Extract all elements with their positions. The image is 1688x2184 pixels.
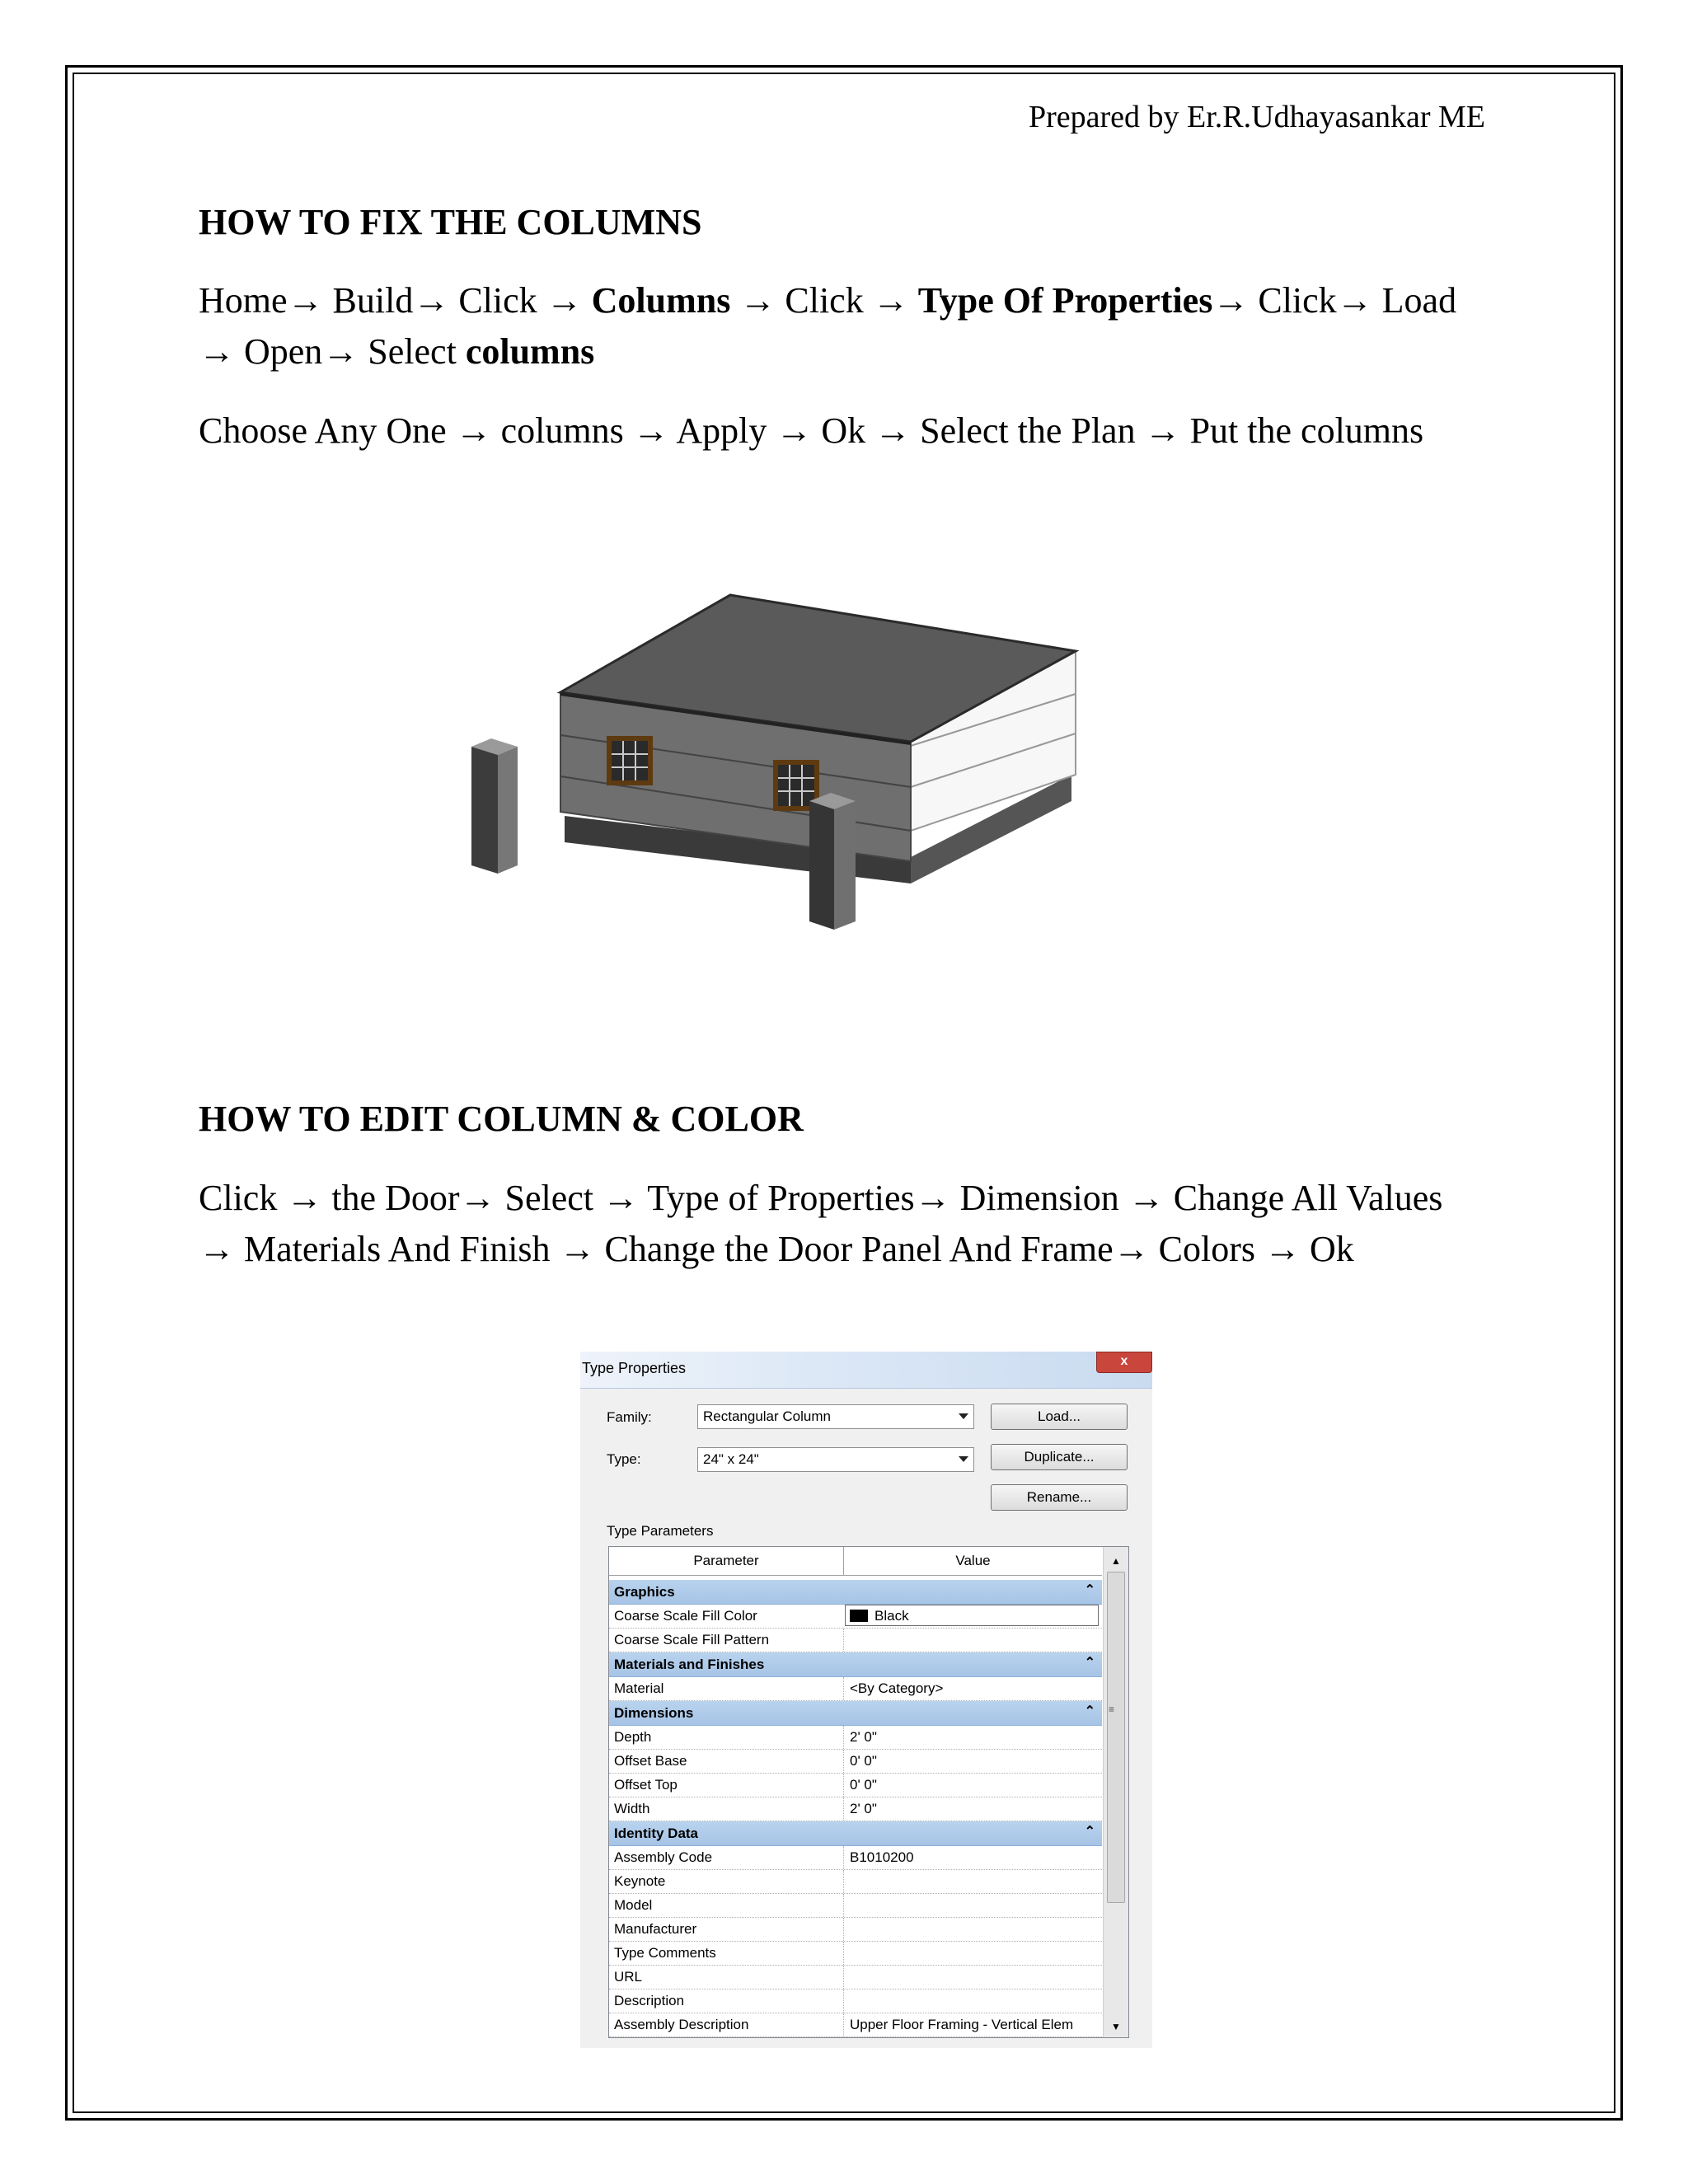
table-row[interactable]: [609, 1750, 1102, 1774]
instruction-bold-term: Type Of Properties: [917, 280, 1213, 321]
parameter-name: Description: [614, 1993, 685, 2008]
parameter-name: Depth: [614, 1729, 652, 1745]
cell-divider: [843, 1894, 844, 1917]
collapse-icon[interactable]: ⌃: [1084, 1656, 1095, 1670]
cell-divider: [843, 1870, 844, 1893]
cell-divider: [843, 1846, 844, 1869]
parameter-value[interactable]: Upper Floor Framing - Vertical Elem: [850, 2017, 1074, 2032]
table-row[interactable]: [609, 1605, 1102, 1629]
table-row[interactable]: [609, 1894, 1102, 1918]
instruction-text: → Click→ Load → Open→ Select: [199, 280, 1457, 372]
group-label: Identity Data: [614, 1825, 699, 1841]
group-label: Graphics: [614, 1584, 675, 1600]
scroll-up-icon[interactable]: ▲: [1111, 1555, 1121, 1567]
parameter-name: Coarse Scale Fill Color: [614, 1608, 757, 1624]
table-row[interactable]: [609, 1629, 1102, 1652]
rename-button[interactable]: Rename...: [991, 1484, 1128, 1511]
instruction-bold-term: Columns: [591, 280, 731, 321]
parameter-value[interactable]: 0' 0": [850, 1777, 877, 1793]
table-row[interactable]: [609, 1774, 1102, 1797]
parameter-name: Material: [614, 1680, 664, 1696]
group-label: Dimensions: [614, 1705, 694, 1721]
parameter-name: Keynote: [614, 1873, 666, 1889]
chevron-down-icon: [959, 1413, 968, 1419]
parameter-name: Model: [614, 1897, 653, 1913]
parameter-name: Width: [614, 1801, 650, 1816]
parameters-grid: [608, 1546, 1129, 2038]
section-heading-fix-columns: HOW TO FIX THE COLUMNS: [199, 202, 702, 242]
type-select-value: 24" x 24": [703, 1451, 759, 1467]
group-graphics[interactable]: [609, 1580, 1102, 1605]
cell-divider: [843, 1918, 844, 1941]
table-row[interactable]: [609, 2013, 1102, 2037]
type-label: Type:: [607, 1451, 641, 1467]
cell-divider: [843, 1750, 844, 1773]
scrollbar-thumb[interactable]: [1107, 1572, 1125, 1903]
cell-divider: [843, 1966, 844, 1989]
table-row[interactable]: [609, 1846, 1102, 1870]
instruction-fix-columns: [199, 275, 1484, 377]
type-select[interactable]: [697, 1447, 974, 1472]
cell-divider: [843, 1677, 844, 1700]
table-row[interactable]: [609, 1942, 1102, 1966]
chevron-down-icon: [959, 1456, 968, 1462]
parameter-value: Black: [874, 1608, 909, 1624]
collapse-icon[interactable]: ⌃: [1084, 1704, 1095, 1718]
parameter-name: URL: [614, 1969, 643, 1985]
section-heading-edit-column: HOW TO EDIT COLUMN & COLOR: [199, 1099, 804, 1139]
load-button[interactable]: Load...: [991, 1404, 1128, 1430]
table-row[interactable]: [609, 1797, 1102, 1821]
parameter-name: Offset Top: [614, 1777, 678, 1793]
parameter-name: Type Comments: [614, 1945, 716, 1961]
column-header-parameter[interactable]: Parameter: [609, 1547, 844, 1575]
close-button[interactable]: x: [1096, 1352, 1152, 1373]
parameter-name: Assembly Code: [614, 1849, 713, 1865]
instruction-edit-column: Click → the Door→ Select → Type of Properties→ Dimension → Change All Values → Materials And Finish → Change the Door Panel And Frame→ Colors → Ok: [199, 1178, 1443, 1269]
group-materials-and-finishes[interactable]: [609, 1652, 1102, 1677]
color-swatch: [850, 1610, 868, 1622]
cell-divider: [843, 1629, 844, 1652]
cell-divider: [843, 1797, 844, 1821]
author-credit: Prepared by Er.R.Udhayasankar ME: [1028, 100, 1485, 134]
duplicate-button[interactable]: Duplicate...: [991, 1444, 1128, 1470]
type-parameters-label: Type Parameters: [607, 1523, 714, 1539]
parameter-value[interactable]: 2' 0": [850, 1729, 877, 1745]
group-dimensions[interactable]: [609, 1701, 1102, 1726]
family-select-value: Rectangular Column: [703, 1408, 831, 1424]
table-row[interactable]: [609, 1918, 1102, 1942]
table-row[interactable]: [609, 1726, 1102, 1750]
scroll-down-icon[interactable]: ▼: [1111, 2021, 1121, 2032]
family-label: Family:: [607, 1409, 652, 1425]
family-select[interactable]: [697, 1404, 974, 1429]
instruction-text: Home→ Build→ Click →: [199, 280, 592, 321]
parameter-value[interactable]: 2' 0": [850, 1801, 877, 1816]
cell-divider: [843, 2013, 844, 2036]
parameter-name: Offset Base: [614, 1753, 687, 1769]
collapse-icon[interactable]: ⌃: [1084, 1583, 1095, 1597]
cell-divider: [843, 1942, 844, 1965]
cell-divider: [843, 1774, 844, 1797]
cell-divider: [843, 1726, 844, 1749]
instruction-bold-term: columns: [465, 331, 595, 372]
instruction-place-columns: Choose Any One → columns → Apply → Ok → Select the Plan → Put the columns: [199, 410, 1424, 451]
table-row[interactable]: [609, 1870, 1102, 1894]
grid-rows: [609, 1580, 1102, 2037]
dialog-title-bar[interactable]: [580, 1352, 1152, 1389]
cell-divider: [843, 1990, 844, 2013]
table-row[interactable]: [609, 1677, 1102, 1701]
parameter-name: Assembly Description: [614, 2017, 749, 2032]
grid-scrollbar[interactable]: [1103, 1547, 1128, 2037]
instruction-text: → Click →: [730, 280, 918, 321]
parameter-value[interactable]: 0' 0": [850, 1753, 877, 1769]
color-value-field[interactable]: [845, 1605, 1099, 1626]
table-row[interactable]: [609, 1990, 1102, 2013]
parameter-name: Manufacturer: [614, 1921, 697, 1937]
table-row[interactable]: [609, 1966, 1102, 1990]
building-columns-render: [462, 585, 1088, 940]
parameter-name: Coarse Scale Fill Pattern: [614, 1632, 770, 1647]
parameter-value[interactable]: B1010200: [850, 1849, 914, 1865]
type-properties-dialog: [580, 1352, 1152, 2048]
group-identity-data[interactable]: [609, 1821, 1102, 1846]
scroll-grip-icon: ≡: [1109, 1704, 1115, 1715]
grid-header: [609, 1547, 1102, 1576]
group-label: Materials and Finishes: [614, 1657, 765, 1672]
dialog-title: Type Properties: [582, 1360, 687, 1376]
collapse-icon[interactable]: ⌃: [1084, 1825, 1095, 1839]
column-header-value[interactable]: Value: [955, 1553, 991, 1568]
parameter-value[interactable]: <By Category>: [850, 1680, 944, 1696]
